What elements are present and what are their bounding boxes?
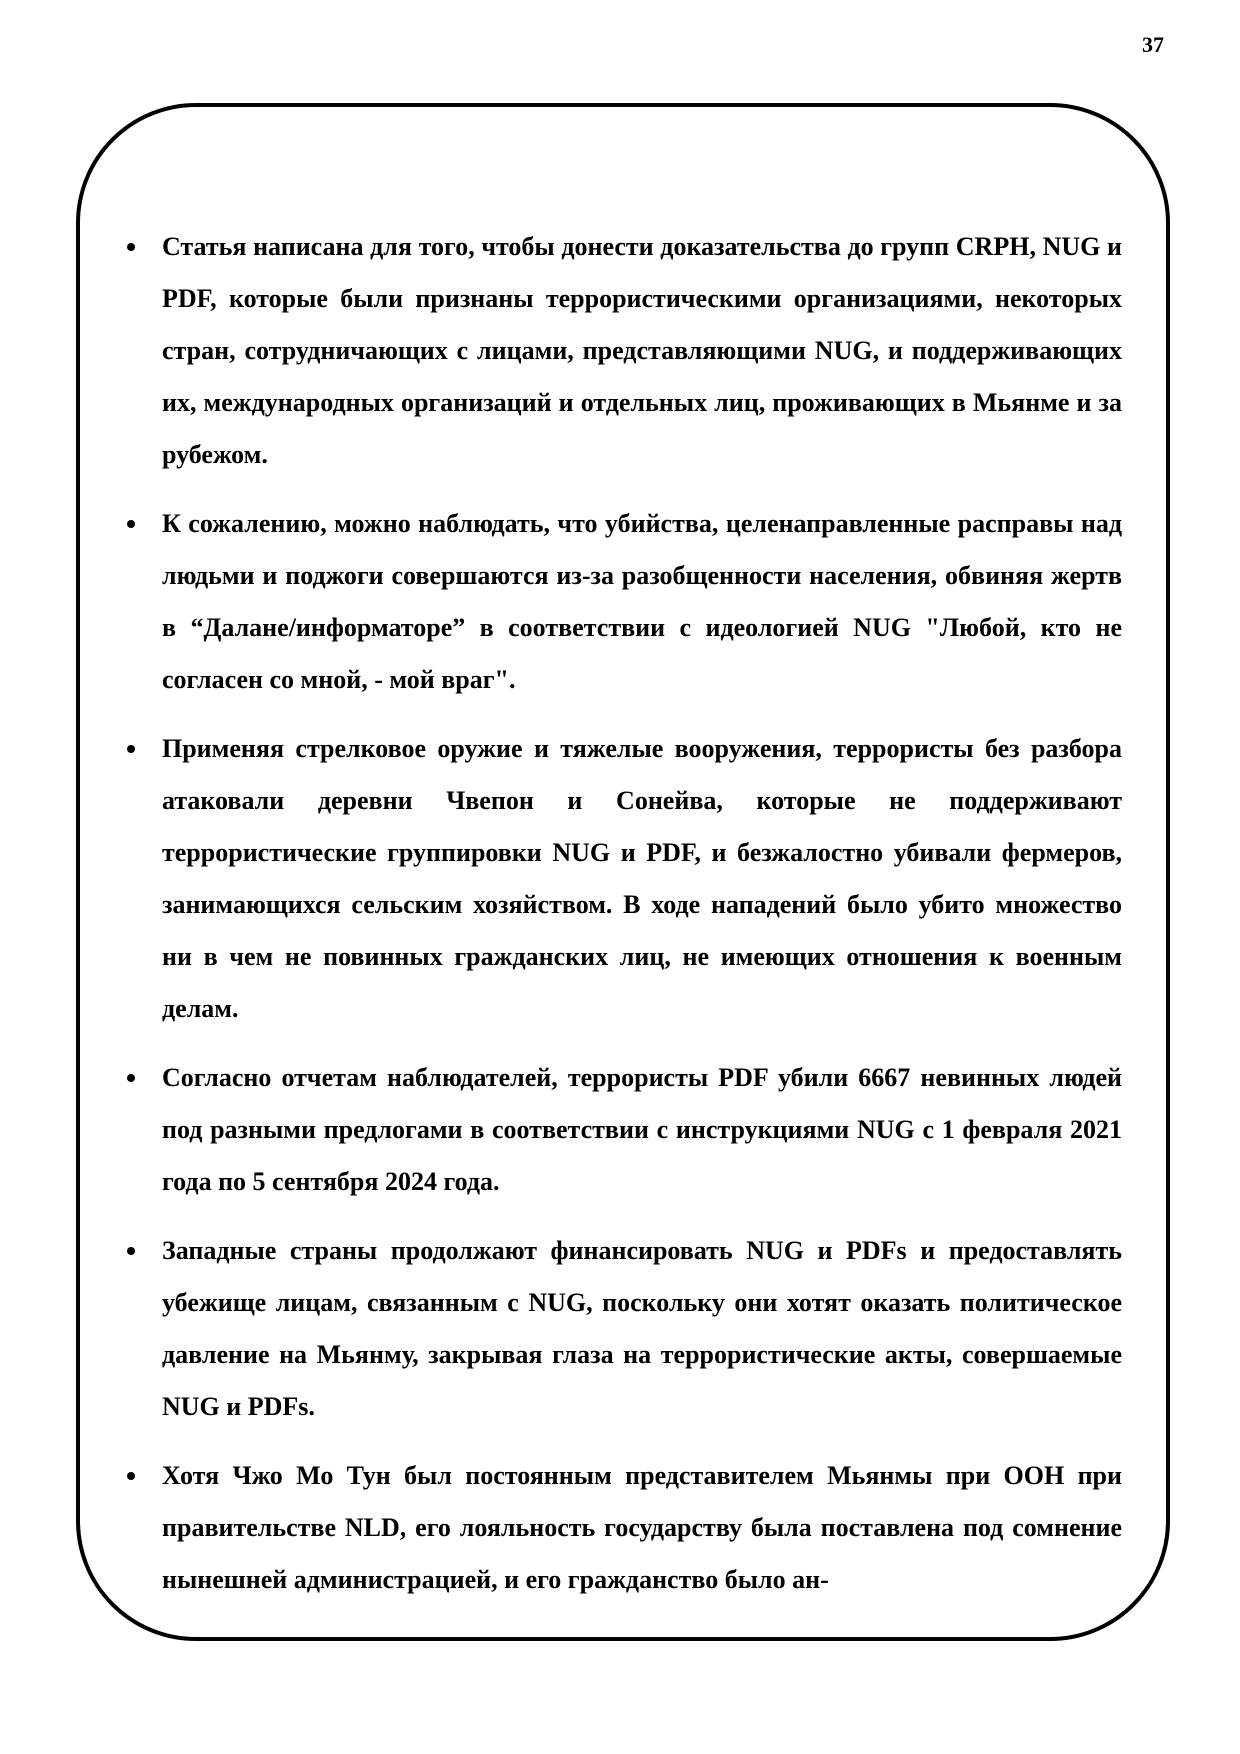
list-item: [124, 1450, 1122, 1606]
bullet-text: К сожалению, можно наблюдать, что убийства, целенаправленные расправы над людьми и поджоги совершаются из-за разобщенности населения, обвиняя жертв в “Далане/информаторе” в соответствии с идеологией NUG "Любой, кто не согласен со мной, - мой враг".: [162, 509, 1122, 694]
bullet-text: Применяя стрелковое оружие и тяжелые вооружения, террористы без разбора атаковали деревни Чвепон и Сонейва, которые не поддерживают террористические группировки NUG и PDF, и безжалостно убивали фермеров, занимающихся сельским хозяйством. В ходе нападений было убито множество ни в чем не повинных гражданских лиц, не имеющих отношения к военным делам.: [162, 734, 1122, 1023]
bullet-text: Статья написана для того, чтобы донести доказательства до групп CRPH, NUG и PDF, которые были признаны террористическими организациями, некоторых стран, сотрудничающих с лицами, представляющими NUG, и поддерживающих их, международных организаций и отдельных лиц, проживающих в Мьянме и за рубежом.: [162, 232, 1122, 469]
list-item: [124, 221, 1122, 481]
bullet-list: [124, 221, 1122, 1623]
list-item: [124, 1225, 1122, 1433]
bullet-text: Западные страны продолжают финансировать NUG и PDFs и предоставлять убежище лицам, связанным с NUG, поскольку они хотят оказать политическое давление на Мьянму, закрывая глаза на террористические акты, совершаемые NUG и PDFs.: [162, 1236, 1122, 1421]
page-number: 37: [1142, 32, 1164, 57]
list-item: [124, 498, 1122, 706]
bullet-dot-icon: [124, 221, 138, 273]
list-item: [124, 1052, 1122, 1208]
bullet-text: Хотя Чжо Мо Тун был постоянным представителем Мьянмы при ООН при правительстве NLD, его лояльность государству была поставлена под сомнение нынешней администрацией, и его гражданство было ан-: [162, 1461, 1122, 1594]
bullet-text: Согласно отчетам наблюдателей, террористы PDF убили 6667 невинных людей под разными предлогами в соответствии с инструкциями NUG с 1 февраля 2021 года по 5 сентября 2024 года.: [162, 1063, 1122, 1196]
list-item: [124, 723, 1122, 1035]
bullet-dot-icon: [124, 498, 138, 550]
bullet-dot-icon: [124, 1225, 138, 1277]
bullet-dot-icon: [124, 1052, 138, 1104]
bullet-dot-icon: [124, 1450, 138, 1502]
bullet-dot-icon: [124, 723, 138, 775]
